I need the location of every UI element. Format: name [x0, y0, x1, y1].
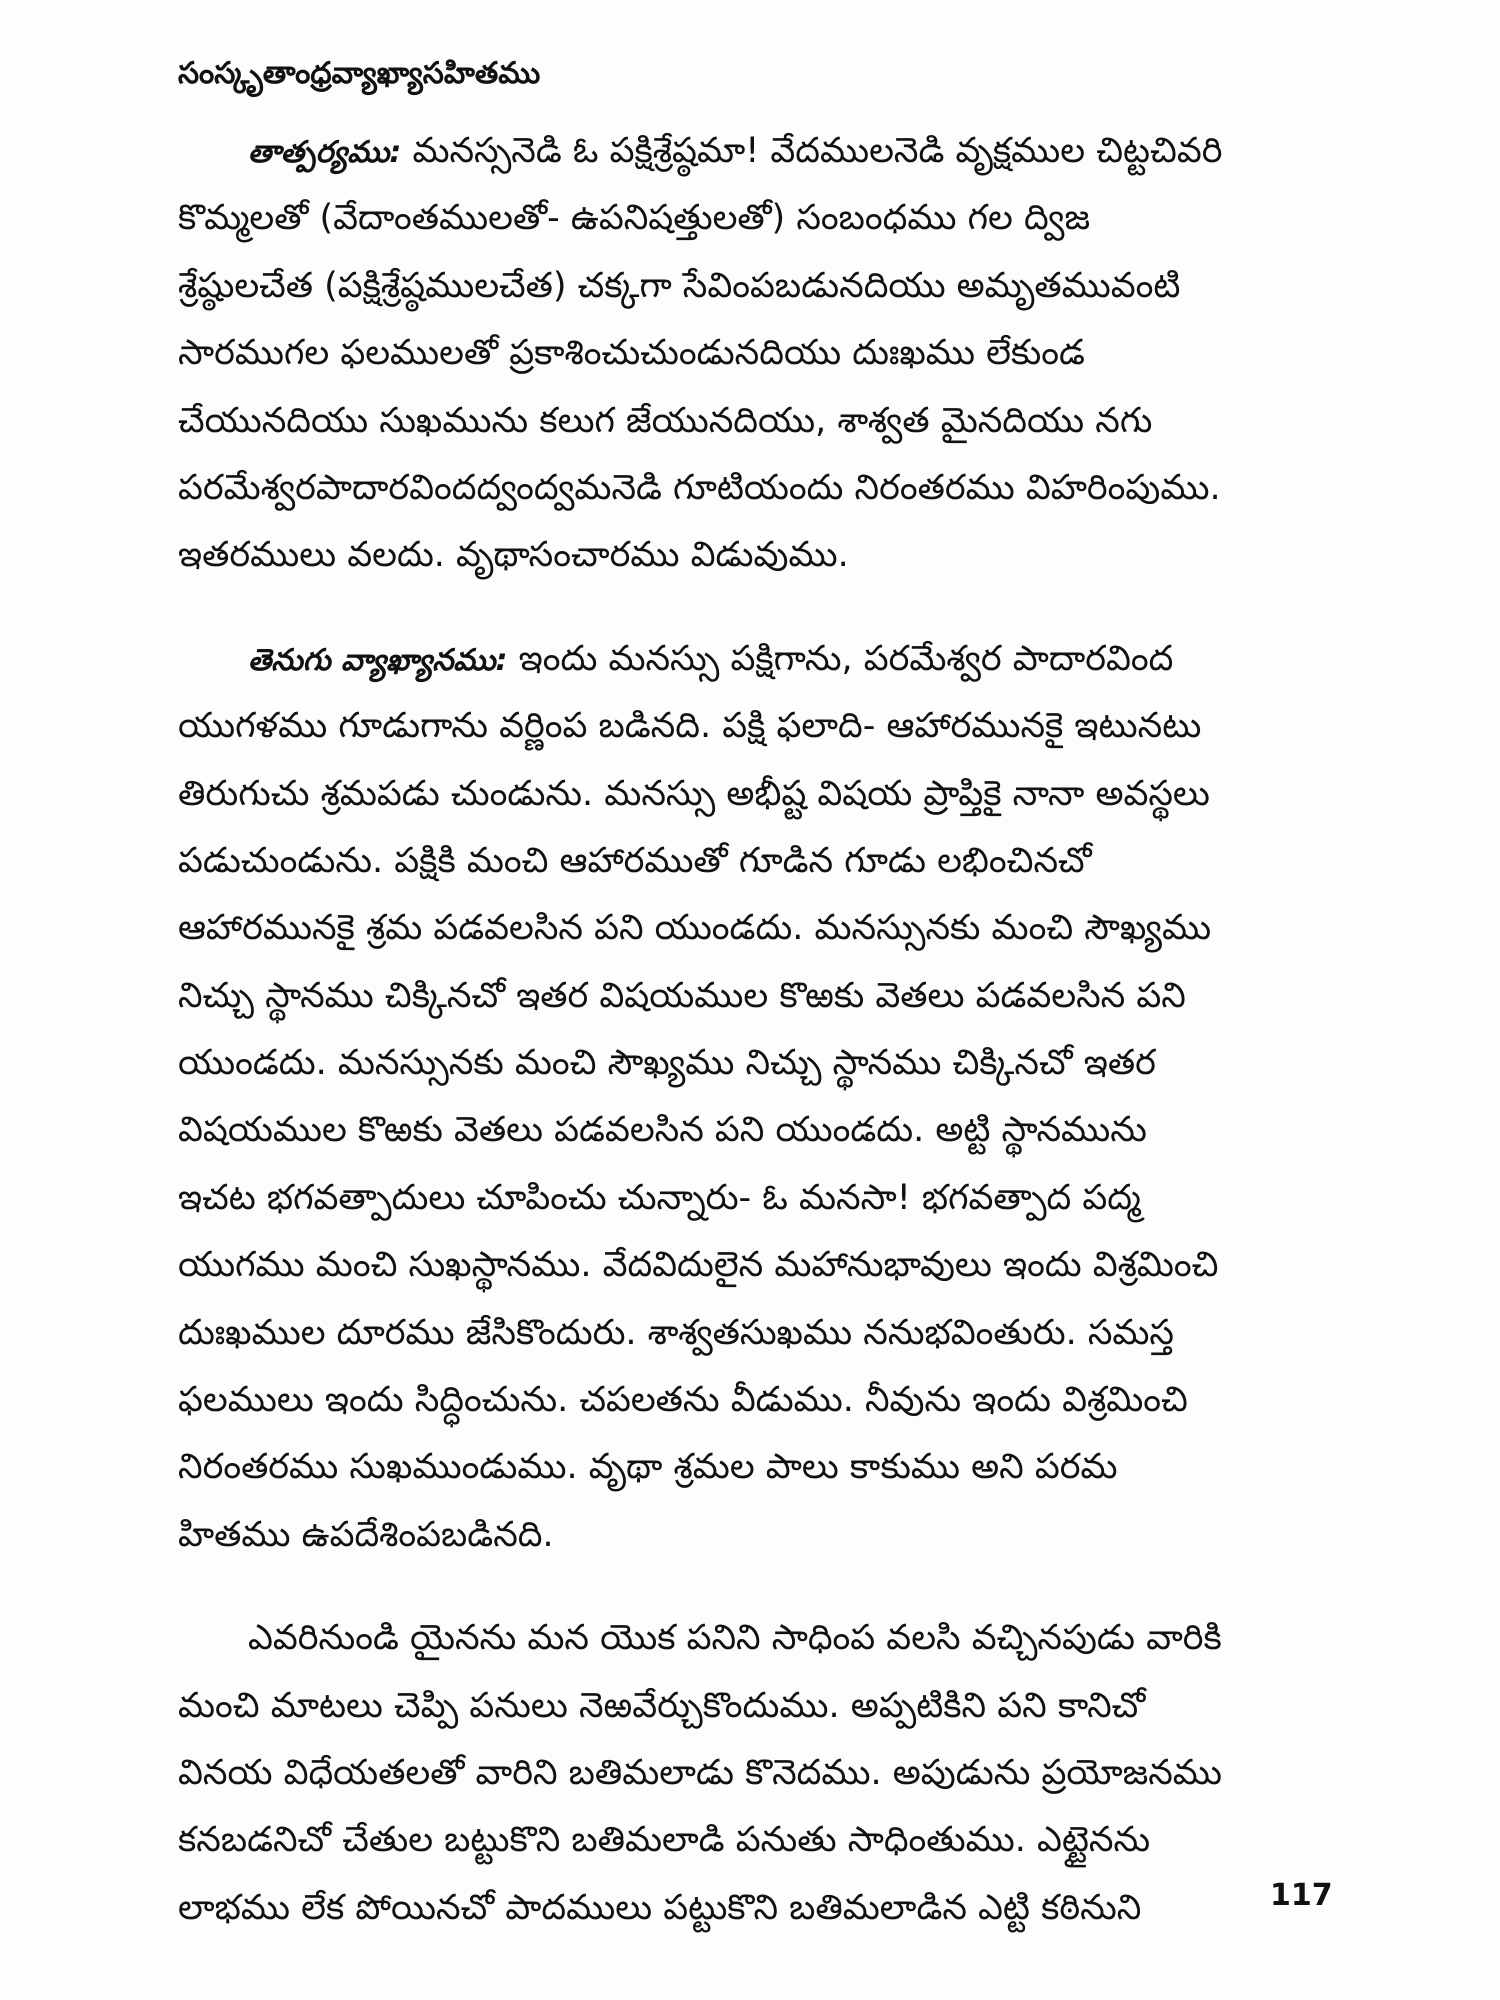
running-head: సంస్కృతాంధ్రవ్యాఖ్యాసహితము — [178, 56, 541, 91]
body-text — [178, 118, 1338, 1942]
paragraph-2-line: యుండదు. మనస్సునకు మంచి సౌఖ్యము నిచ్చు స్థానము చిక్కినచో ఇతర — [178, 1043, 1156, 1084]
paragraph-1-line: చేయునదియు సుఖమును కలుగ జేయునదియు, శాశ్వత మైనదియు నగు — [178, 400, 1153, 441]
paragraph-1-line: శ్రేష్ఠులచేత (పక్షిశ్రేష్ఠములచేత) చక్కగా సేవింపబడునదియు అమృతమువంటి — [178, 265, 1181, 306]
paragraph-2-line: యుగము మంచి సుఖస్థానము. వేదవిదులైన మహానుభావులు ఇందు విశ్రమించి — [178, 1245, 1219, 1286]
paragraph-1-line: సారముగల ఫలములతో ప్రకాశించుచుండునదియు దుఃఖము లేకుండ — [178, 333, 1085, 374]
paragraph-1-first-text: మనస్సనెడి ఓ పక్షిశ్రేష్ఠమా! వేదములనెడి వృక్షముల చిట్టచివరి — [401, 131, 1223, 171]
page-number: 117 — [1270, 1878, 1333, 1913]
paragraph-gap — [178, 590, 1338, 626]
paragraph-2-line: హితము ఉపదేశింపబడినది. — [178, 1514, 554, 1555]
paragraph-2-line: దుఃఖముల దూరము జేసికొందురు. శాశ్వతసుఖము ననుభవింతురు. సమస్త — [178, 1312, 1175, 1353]
paragraph-1-line: కొమ్మలతో (వేదాంతములతో- ఉపనిషత్తులతో) సంబంధము గల ద్విజ — [178, 198, 1091, 239]
paragraph-1-line: ఇతరములు వలదు. వృథాసంచారము విడువుము. — [178, 535, 849, 576]
paragraph-3-line: లాభము లేక పోయినచో పాదములు పట్టుకొని బతిమలాడిన ఎట్టి కఠినుని — [178, 1887, 1142, 1928]
paragraph-3-line: కనబడనిచో చేతుల బట్టుకొని బతిమలాడి పనుతు సాధింతుము. ఎట్టైనను — [178, 1820, 1151, 1861]
paragraph-2-line: యుగళము గూడుగాను వర్ణింప బడినది. పక్షి ఫలాది- ఆహారమునకై ఇటునటు — [178, 706, 1202, 747]
paragraph-2-line-1 — [178, 626, 1338, 693]
paragraph-1-label: తాత్పర్యము: — [248, 135, 402, 170]
paragraph-2-line: ఆహారమునకై శ్రమ పడవలసిన పని యుండదు. మనస్సునకు మంచి సౌఖ్యము — [178, 908, 1212, 949]
paragraph-2-line: విషయముల కొఱకు వెతలు పడవలసిన పని యుండదు. అట్టి స్థానమును — [178, 1110, 1147, 1151]
paragraph-2-line: తిరుగుచు శ్రమపడు చుండును. మనస్సు అభీష్ట విషయ ప్రాప్తికై నానా అవస్థలు — [178, 773, 1210, 814]
paragraph-2-label: తెనుగు వ్యాఖ్యానము: — [248, 642, 508, 678]
paragraph-3-line: మంచి మాటలు చెప్పి పనులు నెఱవేర్చుకొందుము. అప్పటికిని పని కానిచో — [178, 1685, 1146, 1726]
paragraph-2-line: నిరంతరము సుఖముండుము. వృథా శ్రమల పాలు కాకుము అని పరమ — [178, 1447, 1118, 1488]
paragraph-2-first-text: ఇందు మనస్సు పక్షిగాను, పరమేశ్వర పాదారవింద — [507, 638, 1174, 679]
paragraph-gap — [178, 1569, 1338, 1605]
paragraph-3-first-text: ఎవరినుండి యైనను మన యొక పనిని సాధింప వలసి వచ్చినపుడు వారికి — [248, 1618, 1222, 1659]
paragraph-2-line: నిచ్చు స్థానము చిక్కినచో ఇతర విషయముల కొఱకు వెతలు పడవలసిన పని — [178, 975, 1186, 1016]
paragraph-2-line: ఫలములు ఇందు సిద్ధించును. చపలతను వీడుము. నీవును ఇందు విశ్రమించి — [178, 1380, 1188, 1421]
paragraph-1-line: పరమేశ్వరపాదారవిందద్వంద్వమనెడి గూటియందు నిరంతరము విహరింపుము. — [178, 467, 1221, 508]
paragraph-2-line: పడుచుండును. పక్షికి మంచి ఆహారముతో గూడిన గూడు లభించినచో — [178, 840, 1092, 881]
paragraph-3-line: వినయ విధేయతలతో వారిని బతిమలాడు కొనెదము. అపుడును ప్రయోజనము — [178, 1752, 1222, 1793]
paragraph-3-line-1 — [178, 1605, 1338, 1672]
paragraph-2-line: ఇచట భగవత్పాదులు చూపించు చున్నారు- ఓ మనసా! భగవత్పాద పద్మ — [178, 1177, 1141, 1218]
paragraph-1-line-1 — [178, 118, 1338, 185]
